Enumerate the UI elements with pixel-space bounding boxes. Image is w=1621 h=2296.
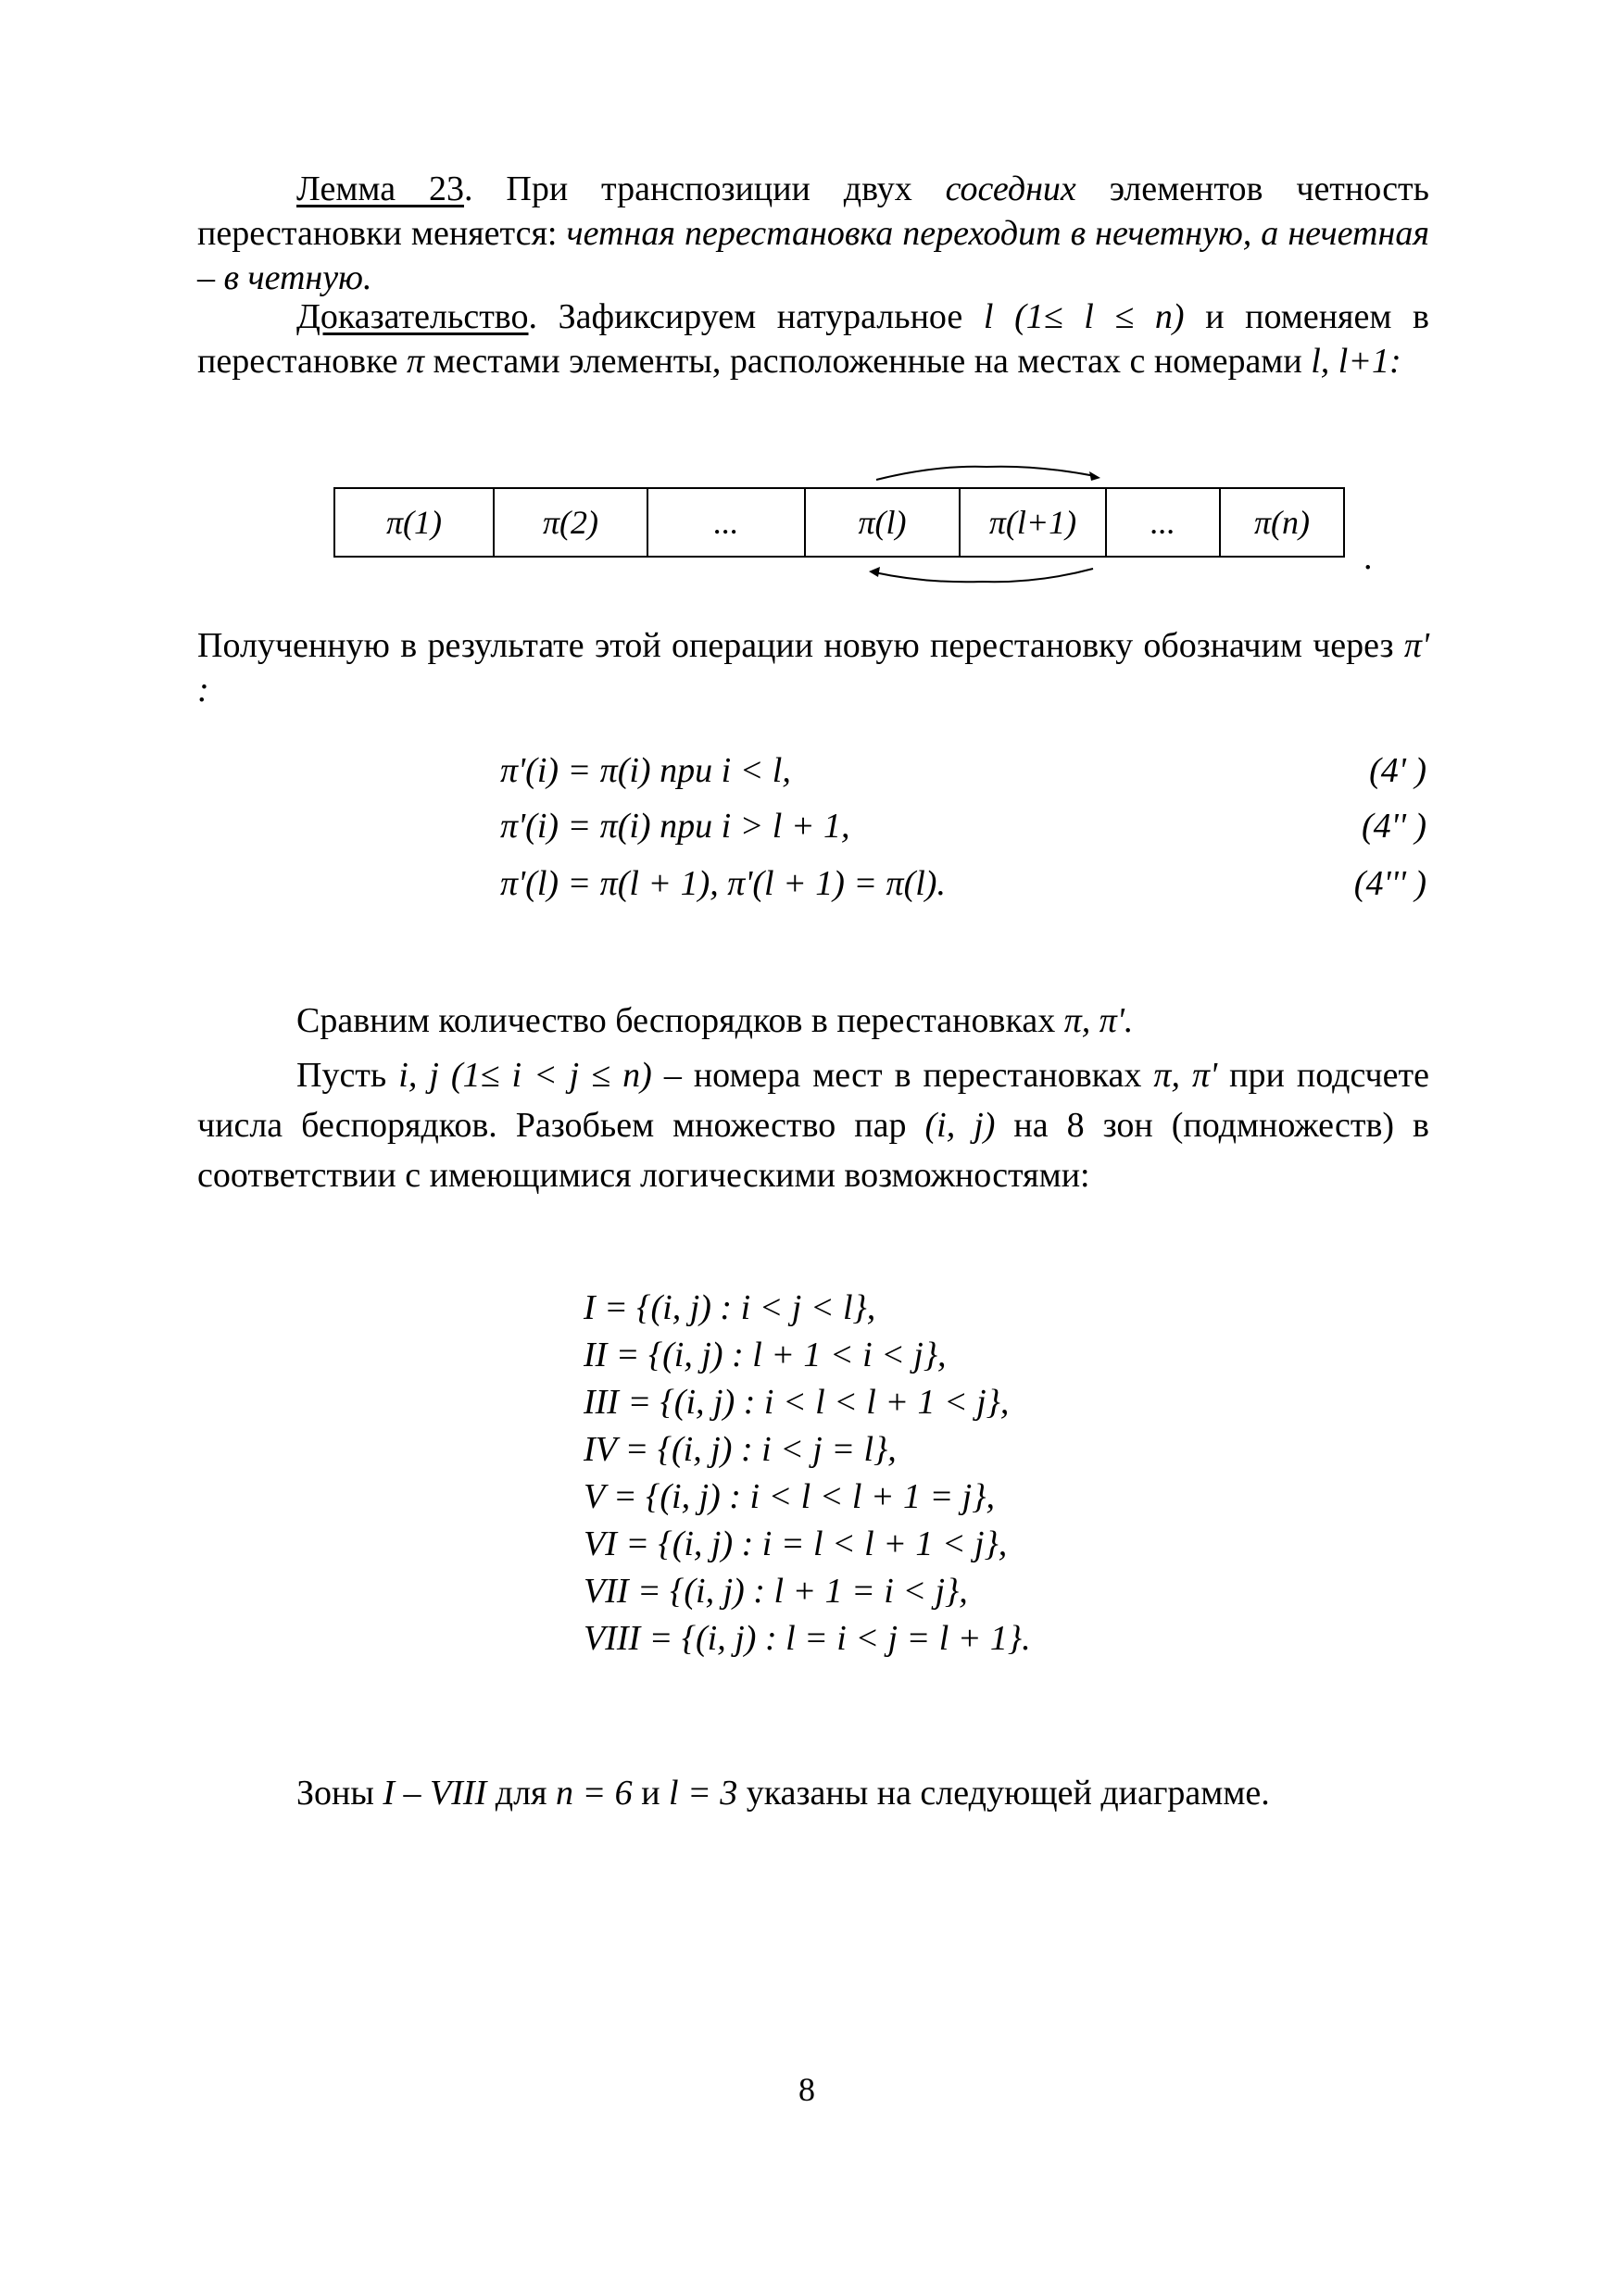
zones-note-paragraph — [197, 1771, 1429, 1815]
new-permutation-text: Полученную в результате этой операции новую перестановку обозначим через — [197, 626, 1404, 665]
zones-note-mid2: и — [632, 1774, 670, 1813]
compare-text: Сравним количество беспорядков в перестановках — [296, 1001, 1064, 1040]
swap-arrow-right-icon — [871, 459, 1112, 487]
zones-note-l: l = 3 — [669, 1774, 738, 1813]
perm-cell: π(l) — [805, 488, 960, 557]
equation-body: π'(i) = π(i) при i < l, — [500, 751, 791, 790]
zone-definition: II = {(i, j) : l + 1 < i < j}, — [584, 1336, 947, 1374]
let-pair: (i, j) — [924, 1106, 996, 1145]
perm-cell: π(1) — [334, 488, 494, 557]
lemma-paragraph — [197, 167, 1429, 300]
new-permutation-paragraph — [197, 623, 1429, 712]
proof-text-1: . Зафиксируем натуральное — [528, 297, 984, 336]
equation-4-prime — [500, 750, 1426, 797]
perm-cell: π(2) — [494, 488, 647, 557]
let-pis: π, π' — [1153, 1056, 1218, 1095]
zones-note-mid1: для — [486, 1774, 557, 1813]
proof-condition: (1≤ l ≤ n) — [993, 297, 1206, 336]
proof-text-2: и поменяем в перестановке — [197, 297, 1430, 381]
perm-cell: π(l+1) — [960, 488, 1106, 557]
proof-index-l-plus-1: l+1: — [1338, 342, 1401, 381]
equation-number: (4'' ) — [1361, 807, 1426, 846]
zone-definition: VI = {(i, j) : i = l < l + 1 < j}, — [584, 1524, 1008, 1563]
let-start: Пусть — [296, 1056, 399, 1095]
proof-var-l: l — [983, 297, 994, 336]
perm-cell: ... — [1106, 488, 1220, 557]
equation-4-double-prime — [500, 806, 1426, 852]
zone-definition: VIII = {(i, j) : l = i < j = l + 1}. — [584, 1619, 1031, 1658]
let-text-3: на 8 зон (подмножеств) в соответствии с имеющимися логическими возможностями: — [197, 1106, 1429, 1195]
let-text-2: при подсчете числа беспорядков. Разобьем множество пар — [197, 1056, 1429, 1145]
sentence-period: . — [1363, 538, 1373, 577]
lemma-title: Лемма 23 — [296, 169, 464, 208]
proof-text-3: местами элементы, расположенные на местах с номерами — [424, 342, 1312, 381]
proof-pi: π — [406, 342, 425, 381]
proof-paragraph — [197, 295, 1429, 383]
zones-note-n: n = 6 — [556, 1774, 633, 1813]
equation-body: π'(i) = π(i) при i > l + 1, — [500, 807, 850, 846]
zone-definition: VII = {(i, j) : l + 1 = i < j}, — [584, 1572, 968, 1611]
proof-title: Доказательство — [296, 297, 529, 336]
page-number: 8 — [798, 2071, 815, 2108]
pi-prime: π' : — [197, 626, 1429, 709]
zones-note-end: указаны на следующей диаграмме. — [737, 1774, 1270, 1813]
permutation-table — [333, 487, 1345, 558]
zone-definition: III = {(i, j) : i < l < l + 1 < j}, — [584, 1383, 1010, 1422]
lemma-emphasis-adjacent: соседних — [945, 169, 1076, 208]
permutation-diagram — [333, 459, 1380, 598]
zones-note-start: Зоны — [296, 1774, 383, 1813]
equation-body: π'(l) = π(l + 1), π'(l + 1) = π(l). — [500, 864, 946, 903]
perm-cell: ... — [647, 488, 805, 557]
let-vars: i, j (1≤ i < j ≤ n) — [398, 1056, 652, 1095]
equation-4-triple-prime — [500, 863, 1426, 910]
compare-paragraph — [197, 998, 1429, 1043]
let-paragraph — [197, 1050, 1429, 1200]
zone-definition: I = {(i, j) : i < j < l}, — [584, 1288, 876, 1327]
lemma-statement: четная перестановка переходит в нечетную, а нечетная – в четную. — [197, 214, 1429, 297]
zone-definition: IV = {(i, j) : i < j = l}, — [584, 1430, 897, 1469]
lemma-text-1: . При транспозиции двух — [463, 169, 946, 208]
let-text-1: – номера мест в перестановках — [651, 1056, 1154, 1095]
perm-cell: π(n) — [1220, 488, 1344, 557]
equation-number: (4''' ) — [1353, 864, 1426, 903]
equation-number: (4' ) — [1369, 751, 1426, 790]
zones-note-range: I – VIII — [383, 1774, 487, 1813]
zone-definition: V = {(i, j) : i < l < l + 1 = j}, — [584, 1477, 995, 1516]
compare-vars: π, π'. — [1063, 1001, 1134, 1040]
lemma-text-2: элементов четность перестановки меняется: — [197, 169, 1429, 253]
proof-index-l: l, — [1311, 342, 1330, 381]
swap-arrow-left-icon — [861, 563, 1102, 591]
